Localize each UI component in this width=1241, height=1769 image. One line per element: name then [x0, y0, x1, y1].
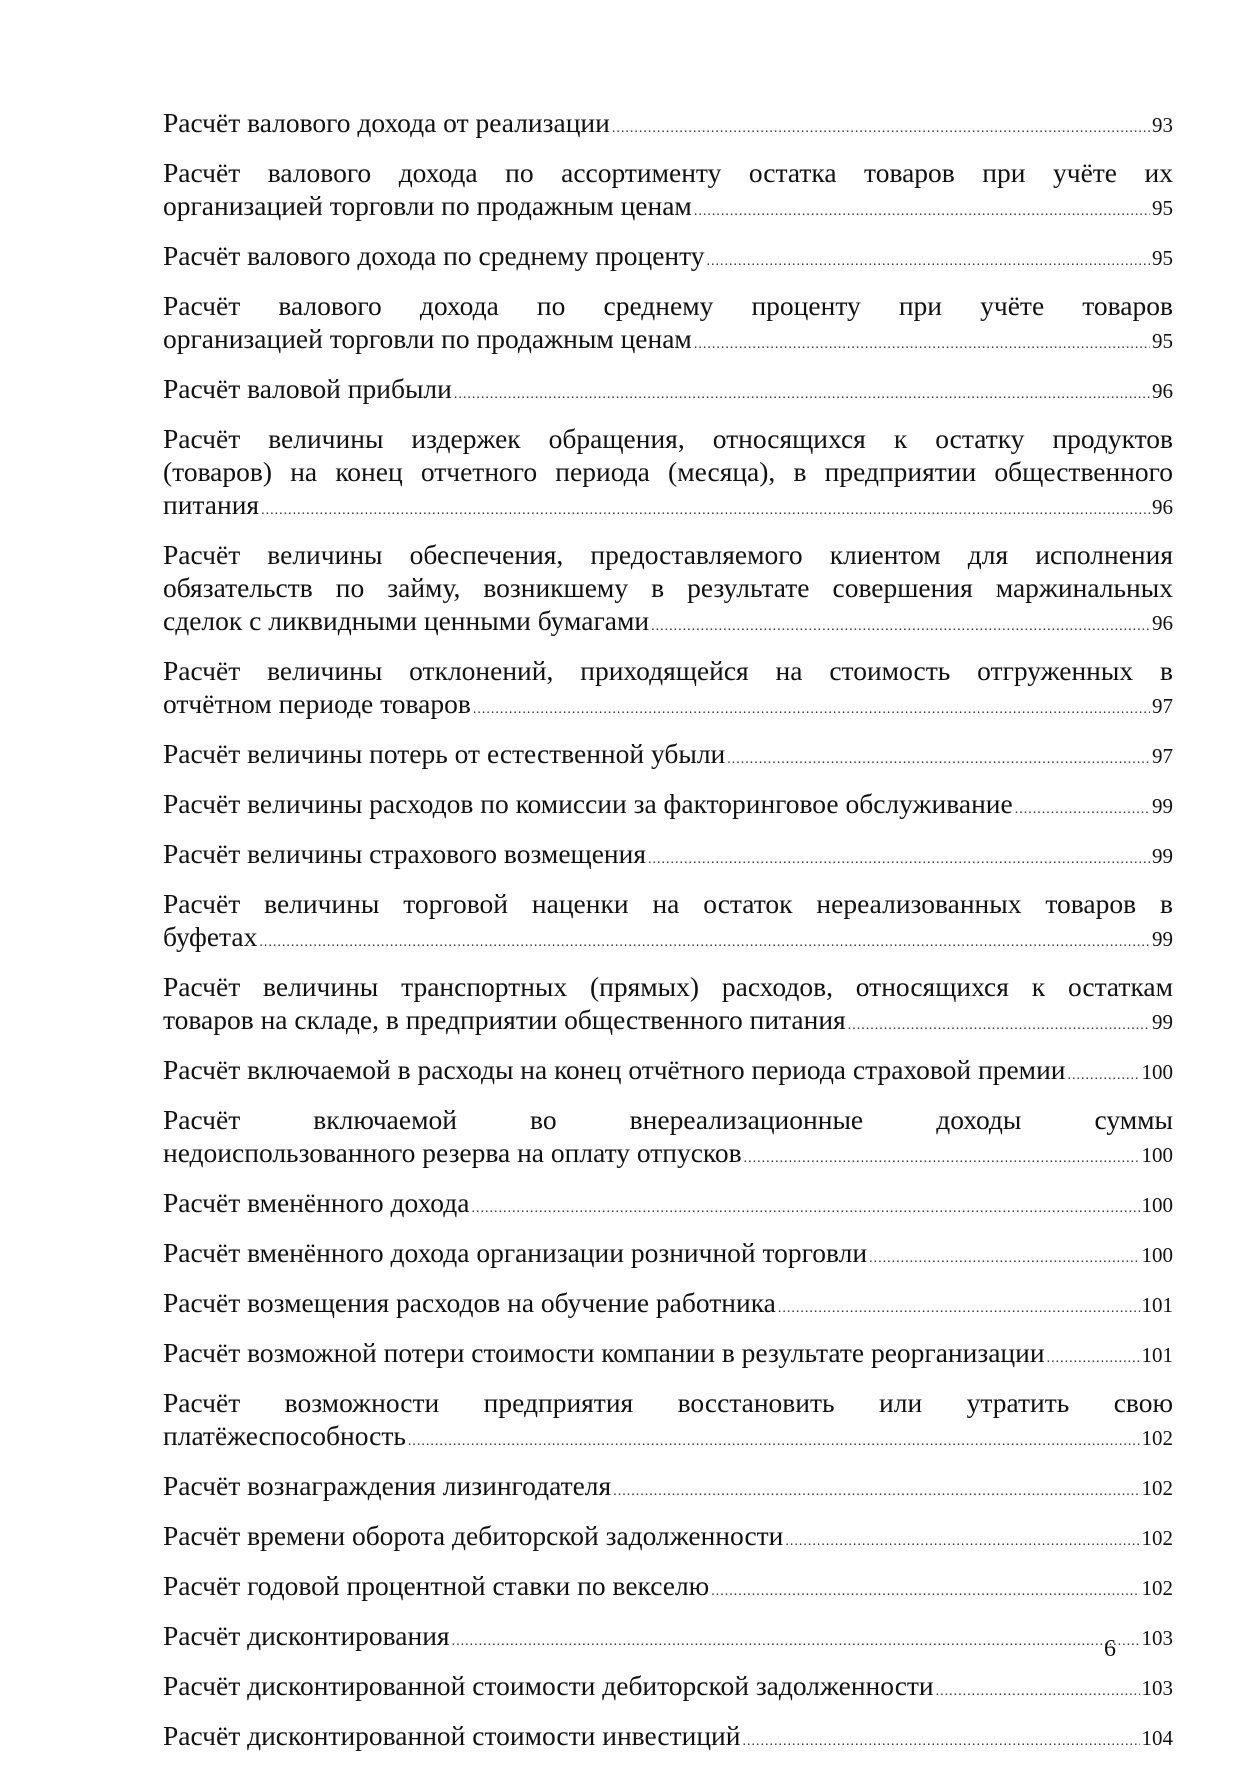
toc-entry[interactable]	[163, 1669, 1173, 1708]
toc-entry-title-line: Расчёт валового дохода по ассортименту остатка товаров при учёте их	[163, 157, 1173, 188]
dot-leader	[694, 328, 1150, 361]
dot-leader	[711, 1575, 1139, 1608]
toc-entry-last-line	[163, 1236, 1173, 1275]
toc-entry[interactable]	[163, 1053, 1173, 1092]
toc-entry-last-line	[163, 322, 1173, 361]
toc-entry[interactable]	[163, 837, 1173, 876]
toc-entry-last-line	[163, 604, 1173, 643]
toc-entry-title-line: Расчёт возможности предприятия восстановить или утратить свою	[163, 1387, 1173, 1418]
toc-entry-title: буфетах	[163, 921, 258, 952]
dot-leader	[1047, 1342, 1140, 1375]
toc-entry-title: отчётном периоде товаров	[163, 688, 471, 719]
toc-entry-page: 99	[1152, 844, 1173, 868]
dot-leader	[744, 1142, 1140, 1175]
toc-entry-page: 96	[1152, 379, 1173, 403]
toc-entry-page: 95	[1152, 196, 1173, 220]
toc-entry[interactable]	[163, 970, 1173, 1042]
dot-leader	[613, 1475, 1139, 1508]
toc-entry-page: 97	[1152, 694, 1173, 718]
toc-entry-title: Расчёт дисконтированной стоимости дебиторской задолженности	[163, 1670, 934, 1701]
toc-entry-page: 100	[1141, 1243, 1173, 1267]
dot-leader	[1015, 793, 1150, 826]
toc-entry-title-line: Расчёт включаемой во внереализационные доходы суммы	[163, 1104, 1173, 1135]
dot-leader	[869, 1242, 1139, 1275]
dot-leader	[454, 378, 1150, 411]
toc-entry-last-line	[163, 488, 1173, 527]
toc-entry-title-line: Расчёт величины обеспечения, предоставляемого клиентом для исполнения	[163, 539, 1173, 570]
toc-entry-title: Расчёт годовой процентной ставки по векселю	[163, 1570, 710, 1601]
toc-entry[interactable]	[163, 156, 1173, 228]
dot-leader	[785, 1525, 1139, 1558]
toc-entry-page: 99	[1152, 794, 1173, 818]
toc-entry-page: 102	[1141, 1476, 1173, 1500]
toc-entry-page: 100	[1141, 1193, 1173, 1217]
toc-entry-last-line	[163, 1719, 1173, 1758]
toc-entry[interactable]	[163, 1619, 1173, 1658]
toc-entry-last-line	[163, 1669, 1173, 1708]
dot-leader	[727, 743, 1150, 776]
toc-entry-title: платёжеспособность	[163, 1420, 406, 1451]
toc-entry-last-line	[163, 687, 1173, 726]
toc-entry[interactable]	[163, 1236, 1173, 1275]
dot-leader	[707, 245, 1150, 278]
toc-entry-title: Расчёт валовой прибыли	[163, 373, 452, 404]
toc-entry[interactable]	[163, 887, 1173, 959]
toc-entry[interactable]	[163, 289, 1173, 361]
dot-leader	[694, 195, 1150, 228]
toc-entry[interactable]	[163, 1186, 1173, 1225]
toc-entry-last-line	[163, 372, 1173, 411]
toc-entry-last-line	[163, 787, 1173, 826]
toc-entry-page: 104	[1141, 1726, 1173, 1750]
toc-entry-title: организацией торговли по продажным ценам	[163, 323, 692, 354]
toc-entry[interactable]	[163, 654, 1173, 726]
toc-entry-last-line	[163, 1136, 1173, 1175]
toc-entry-last-line	[163, 1469, 1173, 1508]
toc-entry[interactable]	[163, 239, 1173, 278]
toc-entry-last-line	[163, 920, 1173, 959]
dot-leader	[778, 1292, 1140, 1325]
dot-leader	[408, 1425, 1140, 1458]
toc-entry-title: Расчёт величины расходов по комиссии за факторинговое обслуживание	[163, 788, 1013, 819]
toc-entry[interactable]	[163, 1519, 1173, 1558]
toc-entry-page: 103	[1141, 1676, 1173, 1700]
toc-entry-last-line	[163, 837, 1173, 876]
dot-leader	[612, 112, 1150, 145]
toc-entry-last-line	[163, 1519, 1173, 1558]
toc-entry[interactable]	[163, 1469, 1173, 1508]
toc-entry-title: питания	[163, 489, 260, 520]
toc-entry-title-line: Расчёт величины издержек обращения, относящихся к остатку продуктов	[163, 423, 1173, 454]
toc-entry-last-line	[163, 1419, 1173, 1458]
toc-entry-title: Расчёт включаемой в расходы на конец отчётного периода страховой премии	[163, 1054, 1066, 1085]
dot-leader	[651, 610, 1150, 643]
toc-entry-page: 99	[1152, 1010, 1173, 1034]
toc-entry-title-line: Расчёт величины торговой наценки на остаток нереализованных товаров в	[163, 888, 1173, 919]
toc-entry[interactable]	[163, 372, 1173, 411]
toc-entry-page: 96	[1152, 611, 1173, 635]
toc-entry[interactable]	[163, 1336, 1173, 1375]
toc-entry-page: 99	[1152, 927, 1173, 951]
toc-entry-page: 102	[1141, 1426, 1173, 1450]
toc-entry[interactable]	[163, 1719, 1173, 1758]
toc-entry-title: Расчёт дисконтирования	[163, 1620, 450, 1651]
toc-entry-page: 100	[1141, 1143, 1173, 1167]
toc-entry-page: 102	[1141, 1526, 1173, 1550]
toc-entry-page: 101	[1141, 1293, 1173, 1317]
toc-entry-title: Расчёт возможной потери стоимости компании в результате реорганизации	[163, 1337, 1045, 1368]
toc-entry[interactable]	[163, 1286, 1173, 1325]
toc-entry[interactable]	[163, 1103, 1173, 1175]
toc-entry-title-line: обязательств по займу, возникшему в результате совершения маржинальных	[163, 572, 1173, 603]
toc-entry-last-line	[163, 1053, 1173, 1092]
toc-entry-title: недоиспользованного резерва на оплату отпусков	[163, 1137, 742, 1168]
toc-entry-title: сделок с ликвидными ценными бумагами	[163, 605, 650, 636]
toc-entry-last-line	[163, 1186, 1173, 1225]
toc-entry-last-line	[163, 1569, 1173, 1608]
toc-entry[interactable]	[163, 787, 1173, 826]
toc-entry-page: 95	[1152, 329, 1173, 353]
toc-entry-page: 96	[1152, 495, 1173, 519]
toc-entry-last-line	[163, 106, 1173, 145]
toc-entry-title: Расчёт валового дохода от реализации	[163, 107, 610, 138]
toc-entry-page: 97	[1152, 744, 1173, 768]
toc-entry[interactable]	[163, 1386, 1173, 1458]
dot-leader	[936, 1675, 1140, 1708]
toc-entry-last-line	[163, 737, 1173, 776]
toc-entry-page: 102	[1141, 1576, 1173, 1600]
dot-leader	[848, 1009, 1150, 1042]
dot-leader	[452, 1625, 1140, 1658]
toc-entry-title: Расчёт дисконтированной стоимости инвестиций	[163, 1720, 741, 1751]
toc-entry-page: 101	[1141, 1343, 1173, 1367]
toc-entry-page: 93	[1152, 113, 1173, 137]
toc-entry-page: 100	[1141, 1060, 1173, 1084]
toc-entry-last-line	[163, 1619, 1173, 1658]
toc-entry[interactable]	[163, 737, 1173, 776]
toc-entry-title: организацией торговли по продажным ценам	[163, 190, 692, 221]
toc-entry-page: 95	[1152, 246, 1173, 270]
toc-entry-last-line	[163, 1003, 1173, 1042]
toc-entry-title: Расчёт величины страхового возмещения	[163, 838, 646, 869]
toc-entry[interactable]	[163, 1569, 1173, 1608]
toc-entry-last-line	[163, 189, 1173, 228]
dot-leader	[473, 693, 1150, 726]
toc-entry-last-line	[163, 1336, 1173, 1375]
toc-entry-page: 103	[1141, 1626, 1173, 1650]
toc-entry-title: Расчёт возмещения расходов на обучение работника	[163, 1287, 776, 1318]
page-number: 6	[1104, 1636, 1116, 1662]
dot-leader	[259, 926, 1150, 959]
toc-entry-title: Расчёт вменённого дохода	[163, 1187, 470, 1218]
toc-entry[interactable]	[163, 538, 1173, 643]
toc-entry-title: Расчёт валового дохода по среднему проценту	[163, 240, 705, 271]
toc-entry-title: товаров на складе, в предприятии общественного питания	[163, 1004, 846, 1035]
dot-leader	[1068, 1059, 1140, 1092]
toc-entry[interactable]	[163, 106, 1173, 145]
toc-entry-title: Расчёт времени оборота дебиторской задолженности	[163, 1520, 784, 1551]
toc-entry-title: Расчёт вменённого дохода организации розничной торговли	[163, 1237, 868, 1268]
toc-entry-title-line: Расчёт величины отклонений, приходящейся на стоимость отгруженных в	[163, 655, 1173, 686]
dot-leader	[261, 494, 1150, 527]
dot-leader	[648, 843, 1150, 876]
toc-entry-title: Расчёт вознаграждения лизингодателя	[163, 1470, 612, 1501]
toc-entry-title: Расчёт величины потерь от естественной убыли	[163, 738, 726, 769]
dot-leader	[471, 1192, 1139, 1225]
toc-entry-last-line	[163, 1286, 1173, 1325]
toc-entry[interactable]	[163, 422, 1173, 527]
toc-entry-last-line	[163, 239, 1173, 278]
toc-entry-title-line: Расчёт валового дохода по среднему проценту при учёте товаров	[163, 290, 1173, 321]
dot-leader	[743, 1725, 1140, 1758]
toc-entry-title-line: (товаров) на конец отчетного периода (месяца), в предприятии общественного	[163, 456, 1173, 487]
toc-entry-title-line: Расчёт величины транспортных (прямых) расходов, относящихся к остаткам	[163, 971, 1173, 1002]
table-of-contents	[163, 106, 1173, 1769]
